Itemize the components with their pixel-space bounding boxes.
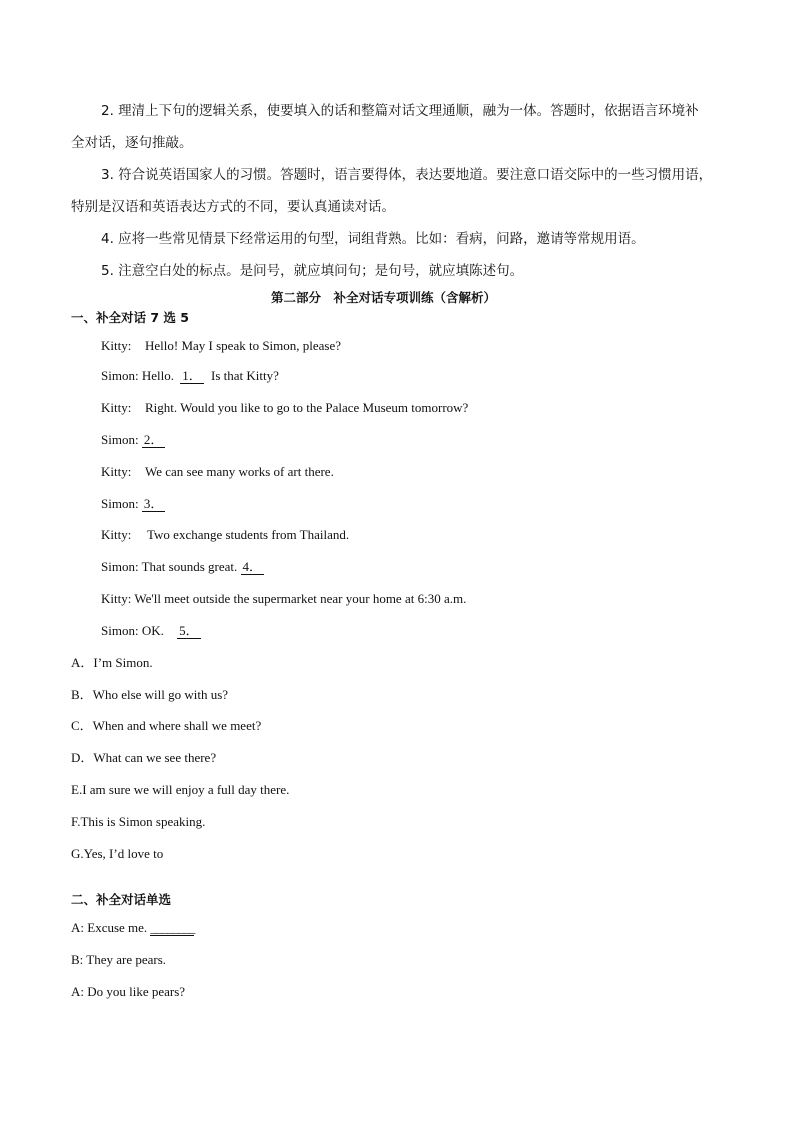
speaker: Kitty: [101,591,132,606]
dialogue-text: Two exchange students from Thailand. [147,527,350,542]
option-c: C．When and where shall we meet? [71,718,262,733]
dialogue-line-4 [101,431,165,449]
section-2-line-2: B: They are pears. [71,952,167,967]
section-2-blank[interactable]: ________ [150,920,195,935]
blank-2[interactable]: 2． [143,432,164,447]
dialogue-line-1 [101,337,341,355]
dialogue-line-8 [101,558,264,576]
dialogue-text: Right. Would you like to go to the Palace Museum tomorrow? [145,400,469,415]
dialogue-text: Is that Kitty? [210,368,279,383]
dialogue-text: That sounds great. [141,559,238,574]
section-2-line-3: A: Do you like pears? [71,984,186,999]
speaker: Simon: [101,559,139,574]
tip-3-line-2: 特别是汉语和英语表达方式的不同，要认真通读对话。 [71,199,395,215]
dialogue-line-2 [101,367,279,385]
dialogue-text: A: Excuse me. [71,920,148,935]
option-b: B．Who else will go with us? [71,687,229,702]
section-1-heading: 一、补全对话 7 选 5 [71,310,189,325]
blank-5[interactable]: 5． [179,623,199,638]
dialogue-text: OK. [141,623,164,638]
dialogue-text: We can see many works of art there. [145,464,334,479]
dialogue-text: We'll meet outside the supermarket near your home at 6:30 a.m. [134,591,467,606]
dialogue-line-3 [101,399,468,417]
speaker: Kitty: [101,527,132,542]
speaker: Kitty: [101,400,132,415]
part-title: 第二部分 补全对话专项训练（含解析） [271,290,497,305]
dialogue-line-5 [101,463,334,481]
blank-3[interactable]: 3． [143,496,164,511]
speaker: Simon: [101,432,139,447]
tip-4: 4. 应将一些常见情景下经常运用的句型，词组背熟。比如：看病，问路，邀请等常规用语。 [101,231,645,247]
speaker: Simon: [101,623,139,638]
option-f: F.This is Simon speaking. [71,814,206,829]
speaker: Simon: [101,496,139,511]
section-2-heading: 二、补全对话单选 [71,892,172,907]
tip-3-line-1: 3. 符合说英语国家人的习惯。答题时，语言要得体，表达要地道。要注意口语交际中的一些习惯用语， [101,167,713,183]
option-g: G.Yes, I’d love to [71,846,164,861]
dialogue-line-7 [101,526,349,544]
option-d: D．What can we see there? [71,750,217,765]
option-e: E.I am sure we will enjoy a full day there. [71,782,290,797]
dialogue-text: Hello. [141,368,174,383]
dialogue-line-10 [101,622,201,640]
dialogue-line-6 [101,495,165,513]
dialogue-line-9 [101,590,466,608]
tip-2-line-1: 2. 理清上下句的逻辑关系，使要填入的话和整篇对话文理通顺，融为一体。答题时，依据语言环境补 [101,103,699,119]
option-a: A．I’m Simon. [71,655,153,670]
section-2-line-1 [71,919,194,937]
speaker: Simon: [101,368,139,383]
dialogue-text: Hello! May I speak to Simon, please? [145,338,342,353]
speaker: Kitty: [101,338,132,353]
tip-5: 5. 注意空白处的标点。是问号，就应填问句；是句号，就应填陈述句。 [101,263,524,279]
blank-4[interactable]: 4． [242,559,263,574]
tip-2-line-2: 全对话，逐句推敲。 [71,135,193,151]
blank-1[interactable]: 1． [182,368,202,383]
speaker: Kitty: [101,464,132,479]
